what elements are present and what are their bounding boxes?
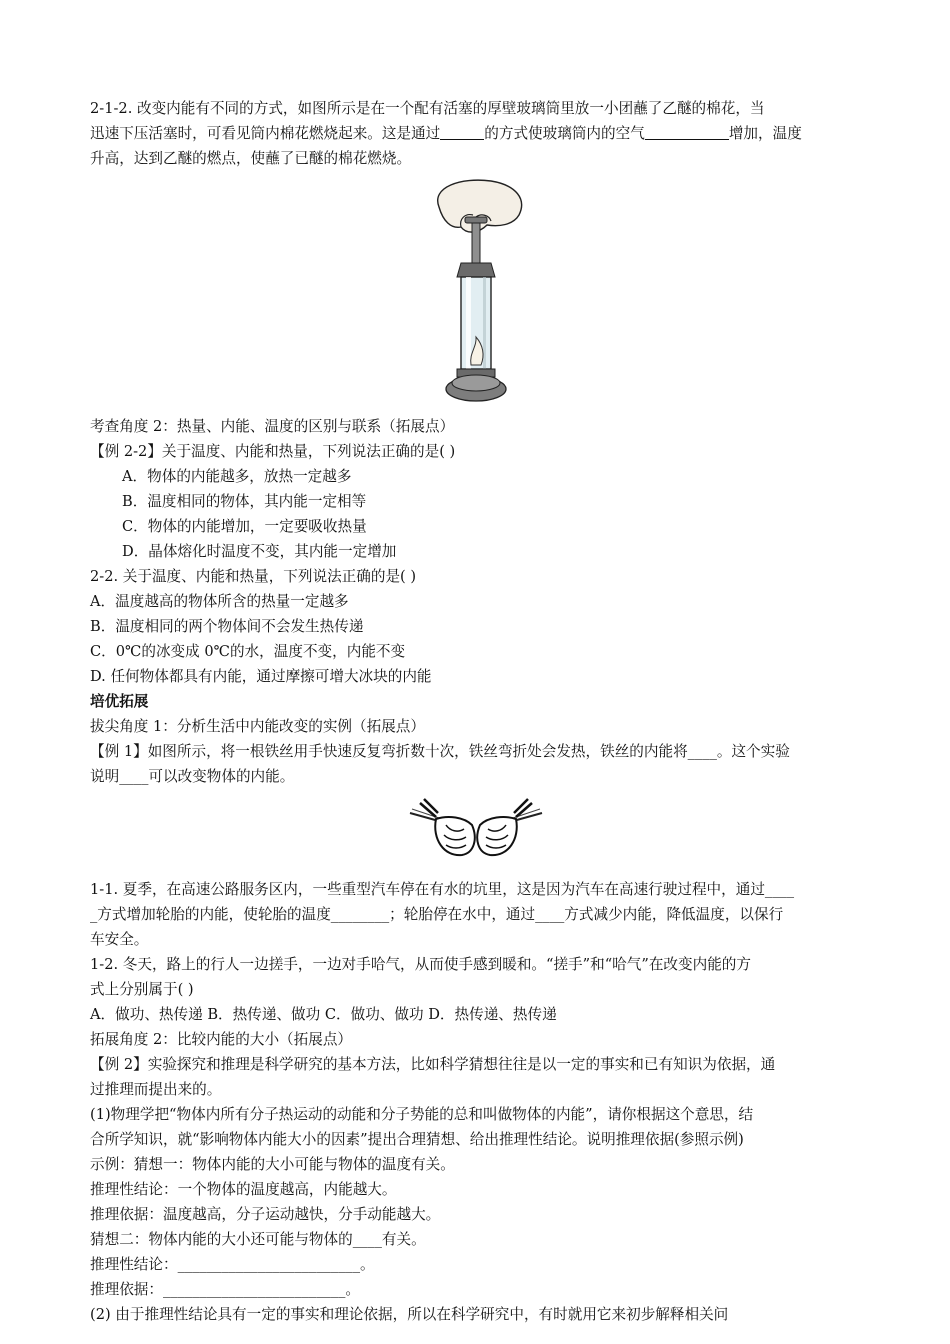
q-2-2-stem: 2-2. 关于温度、内能和热量，下列说法正确的是( ) [90,568,417,585]
q-1-1-line2: _方式增加轮胎的内能，使轮胎的温度________；轮胎停在水中，通过____方式减少内能，降低温度，以保行 [90,906,784,923]
q-2-1-2-line3: 升高，达到乙醚的燃点，使蘸了已醚的棉花燃烧。 [90,150,412,167]
q-1-2-line2: 式上分别属于( ) [90,981,194,998]
q-2-1-2-text-b: 的方式使玻璃筒内的空气 [484,125,645,142]
part2-line1: (2) 由于推理性结论具有一定的事实和理论依据，所以在科学研究中，有时就用它来初步解释相关问 [90,1306,729,1323]
blank-quantity[interactable] [645,125,729,140]
part1-line2: 合所学知识，就“影响物体内能大小的因素”提出合理猜想、给出推理性结论。说明推理依据(参照示例) [90,1131,744,1148]
q-2-2-option-a[interactable]: A．温度越高的物体所含的热量一定越多 [90,593,349,610]
example-2-line2: 过推理而提出来的。 [90,1081,222,1098]
example-1-line1: 【例 1】如图所示，将一根铁丝用手快速反复弯折数十次，铁丝弯折处会发热，铁丝的内能将____。这个实验 [90,743,790,760]
example-guess-one: 示例：猜想一：物体内能的大小可能与物体的温度有关。 [90,1156,455,1173]
example-1-line2: 说明____可以改变物体的内能。 [90,768,295,785]
example-2-2-option-c[interactable]: C．物体的内能增加，一定要吸收热量 [122,518,367,535]
bending-wire-figure [90,795,862,865]
top-angle1-title: 拔尖角度 1：分析生活中内能改变的实例（拓展点） [90,718,425,735]
top-angle2-title: 拓展角度 2：比较内能的大小（拓展点） [90,1031,353,1048]
example-2-line1: 【例 2】实验探究和推理是科学研究的基本方法，比如科学猜想往往是以一定的事实和已有知识为依据，通 [90,1056,776,1073]
q-1-1-line3: 车安全。 [90,931,149,948]
angle2-title: 考查角度 2：热量、内能、温度的区别与联系（拓展点） [90,418,455,435]
q-2-1-2-text-a: 迅速下压活塞时，可看见筒内棉花燃烧起来。这是通过 [90,125,441,142]
example-conclusion: 推理性结论：一个物体的温度越高，内能越大。 [90,1181,397,1198]
conclusion-blank[interactable]: 推理性结论：_________________________。 [90,1256,375,1273]
section-title: 培优拓展 [90,693,149,710]
q-1-2-options[interactable]: A．做功、热传递 B．热传递、做功 C．做功、做功 D．热传递、热传递 [90,1006,557,1023]
example-2-2-stem: 【例 2-2】关于温度、内能和热量，下列说法正确的是( ) [90,443,456,460]
example-basis: 推理依据：温度越高，分子运动越快，分手动能越大。 [90,1206,441,1223]
q-2-2-option-c[interactable]: C．0℃的冰变成 0℃的水，温度不变，内能不变 [90,643,406,660]
q-2-1-2-text-c: 增加，温度 [728,125,802,142]
q-2-1-2-line2 [90,121,862,146]
q-1-1-line1: 1-1. 夏季，在高速公路服务区内，一些重型汽车停在有水的坑里，这是因为汽车在高速行驶过程中，通过____ [90,881,795,898]
q-1-2-line1: 1-2. 冬天，路上的行人一边搓手，一边对手哈气，从而使手感到暖和。“搓手”和“哈气”在改变内能的方 [90,956,751,973]
piston-cylinder-illustration [421,177,531,409]
worksheet-page [90,96,862,1327]
guess-two[interactable]: 猜想二：物体内能的大小还可能与物体的____有关。 [90,1231,426,1248]
example-2-2-option-b[interactable]: B．温度相同的物体，其内能一定相等 [122,493,367,510]
q-2-1-2-line1: 2-1-2. 改变内能有不同的方式，如图所示是在一个配有活塞的厚壁玻璃筒里放一小团蘸了乙醚的棉花，当 [90,100,765,117]
q-2-2-option-d[interactable]: D. 任何物体都具有内能，通过摩擦可增大冰块的内能 [90,668,432,685]
example-2-2-option-a[interactable]: A．物体的内能越多，放热一定越多 [122,468,352,485]
blank-method[interactable] [440,125,484,140]
q-2-2-option-b[interactable]: B．温度相同的两个物体间不会发生热传递 [90,618,364,635]
example-2-2-option-d[interactable]: D．晶体熔化时温度不变，其内能一定增加 [122,543,397,560]
hands-bending-wire-illustration [406,795,546,865]
part1-line1: (1)物理学把“物体内所有分子热运动的动能和分子势能的总和叫做物体的内能”，请你根据这个意思，结 [90,1106,754,1123]
basis-blank[interactable]: 推理依据：_________________________。 [90,1281,360,1298]
piston-cylinder-figure [90,177,862,409]
